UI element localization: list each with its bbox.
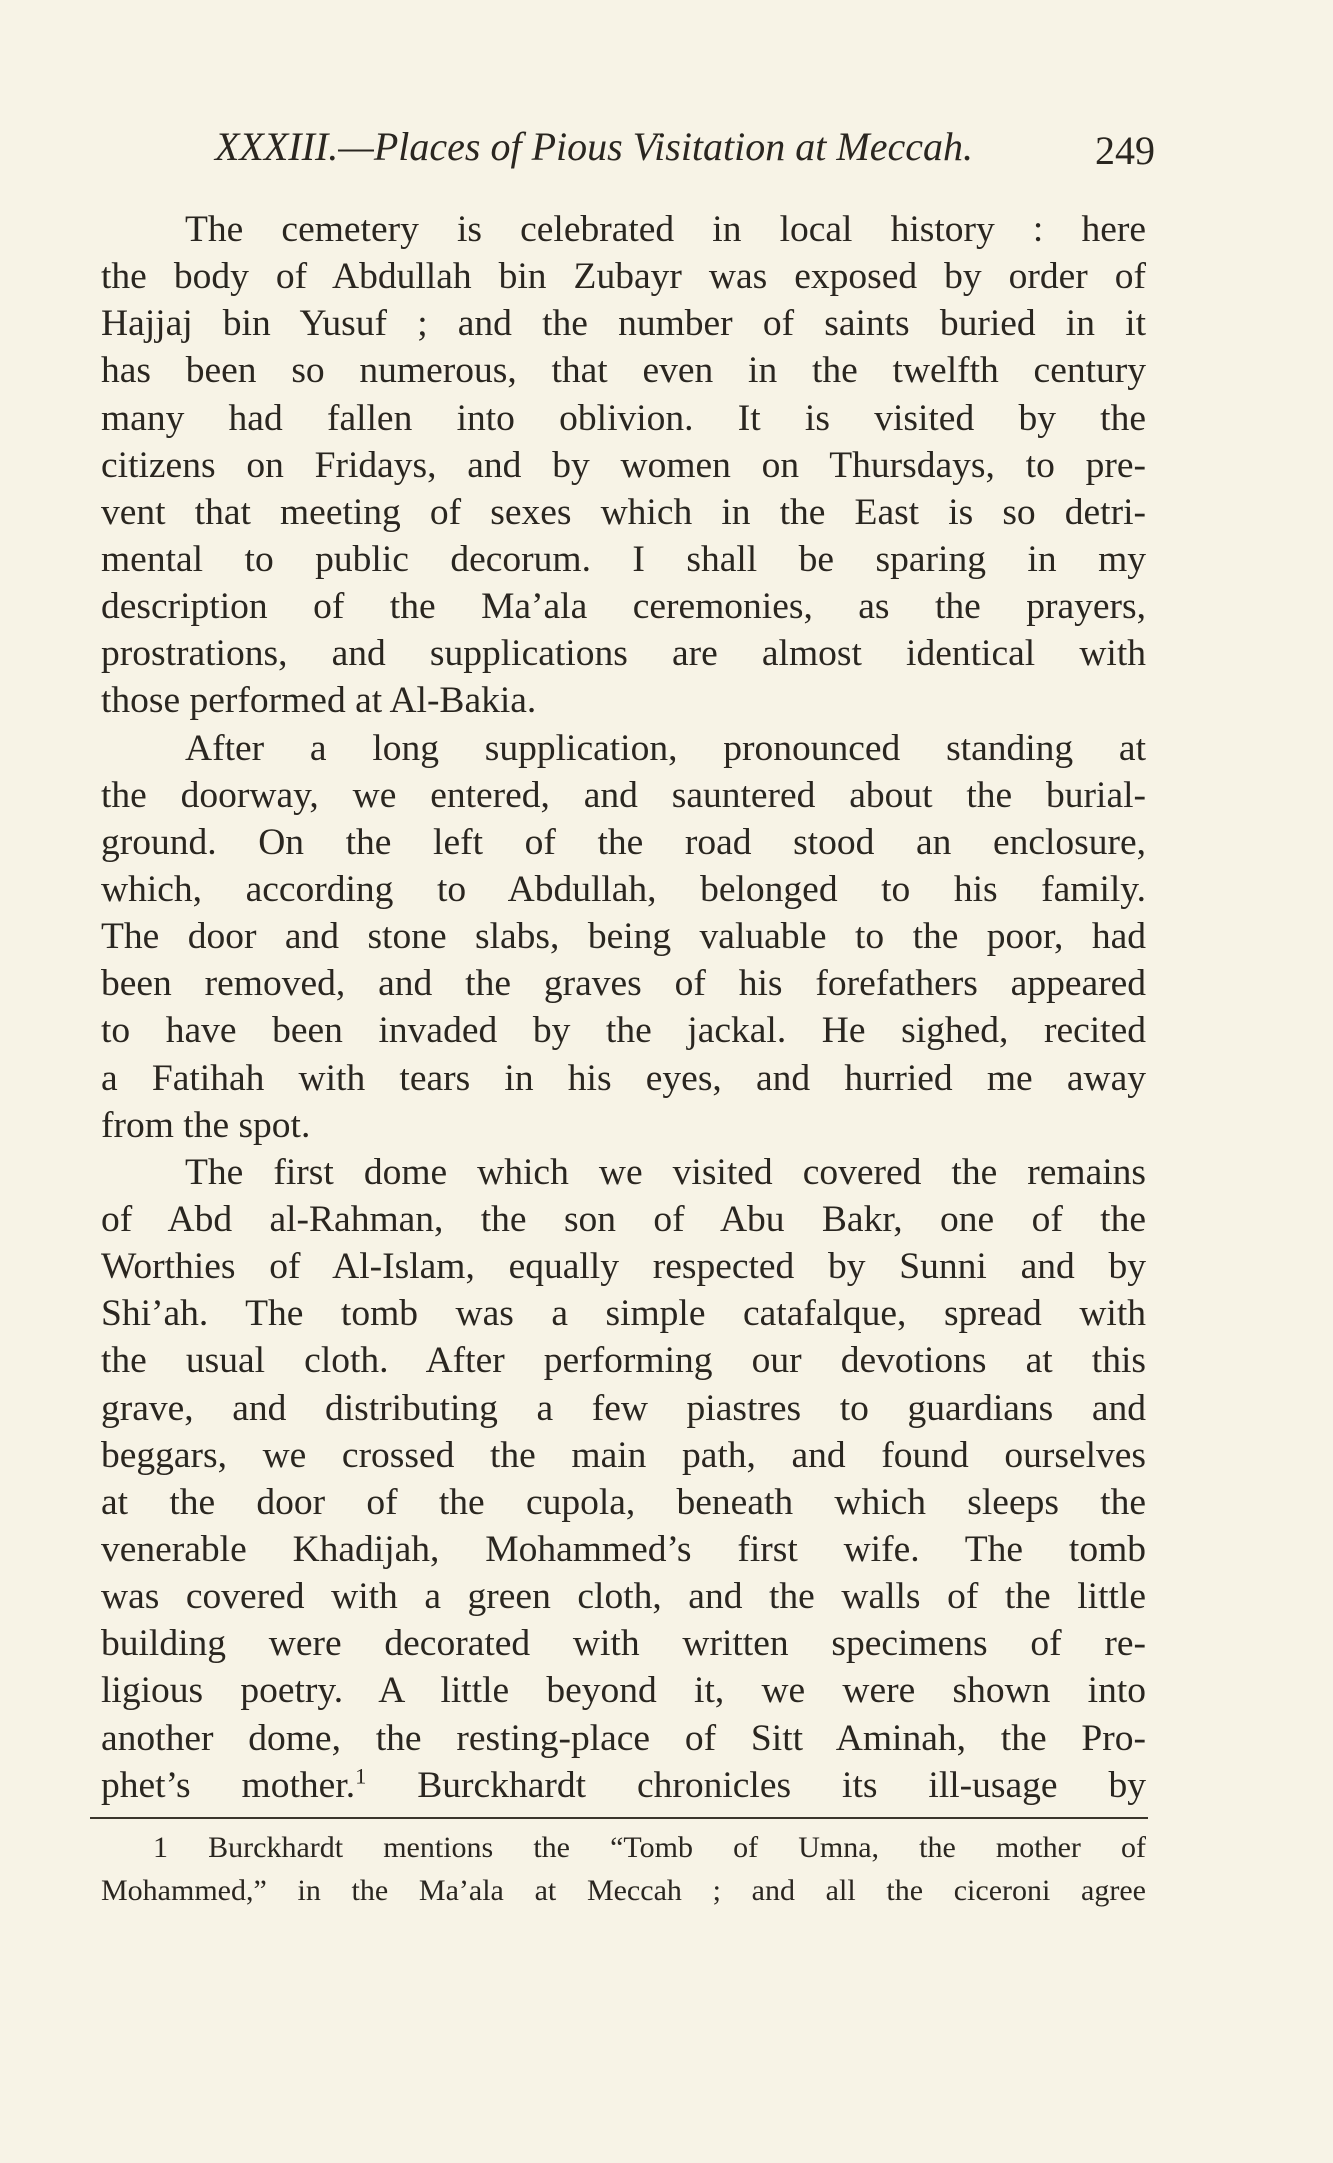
text-line: the usual cloth. After performing our devotions at this [101,1340,1146,1382]
running-title: XXXIII.—Places of Pious Visitation at Meccah. [215,124,973,169]
text-line: prostrations, and supplications are almost identical with [101,633,1146,675]
text-line: vent that meeting of sexes which in the East is so detri- [101,491,1146,533]
text-line: those performed at Al-Bakia. [101,680,537,722]
text-line: a Fatihah with tears in his eyes, and hurried me away [101,1057,1146,1099]
text-line: of Abd al-Rahman, the son of Abu Bakr, one of the [101,1198,1146,1240]
text-line: the doorway, we entered, and sauntered about the burial- [101,774,1146,816]
text-line: the body of Abdullah bin Zubayr was exposed by order of [101,256,1146,298]
text-line: from the spot. [101,1104,311,1146]
footnote-divider [90,1817,1148,1819]
body-text [101,206,1146,1809]
footnote-reference: 1 [355,1763,367,1789]
text-line: The cemetery is celebrated in local history : here [185,209,1146,250]
text-line: been removed, and the graves of his forefathers appeared [101,963,1146,1005]
page-number: 249 [1095,128,1155,173]
text-line: building were decorated with written specimens of re- [101,1623,1146,1665]
text-line: at the door of the cupola, beneath which sleeps the [101,1481,1146,1523]
text-line: has been so numerous, that even in the twelfth century [101,350,1146,392]
text-line: grave, and distributing a few piastres to guardians and [101,1387,1146,1429]
text-line: beggars, we crossed the main path, and found ourselves [101,1434,1146,1476]
text-line: ground. On the left of the road stood an enclosure, [101,821,1146,863]
text-fragment: Burckhardt chronicles its ill-usage by [417,1764,1147,1806]
text-line: citizens on Fridays, and by women on Thursdays, to pre- [101,444,1146,486]
footnote-text: Burckhardt mentions the “Tomb of Umna, the mother of [208,1831,1147,1864]
text-line: description of the Ma’ala ceremonies, as the prayers, [101,586,1146,628]
footnote-line: Mohammed,” in the Ma’ala at Meccah ; and all the ciceroni agree [101,1874,1146,1907]
text-fragment: phet’s mother. [101,1764,356,1806]
text-line: Worthies of Al-Islam, equally respected by Sunni and by [101,1246,1146,1288]
text-line: to have been invaded by the jackal. He sighed, recited [101,1010,1146,1052]
text-line: another dome, the resting-place of Sitt Aminah, the Pro- [101,1717,1146,1759]
text-line: After a long supplication, pronounced standing at [185,727,1146,769]
text-line-with-footnote-ref [101,1762,1146,1809]
text-line: The first dome which we visited covered the remains [185,1151,1146,1193]
text-line: many had fallen into oblivion. It is visited by the [101,397,1146,439]
footnote-number: 1 [153,1831,168,1864]
text-line: venerable Khadijah, Mohammed’s first wife. The tomb [101,1528,1146,1570]
footnotes [101,1826,1146,1912]
text-line: The door and stone slabs, being valuable to the poor, had [101,916,1146,958]
running-head [215,122,1155,172]
text-line: mental to public decorum. I shall be sparing in my [101,538,1146,580]
text-line: was covered with a green cloth, and the walls of the little [101,1576,1146,1618]
text-line: which, according to Abdullah, belonged to his family. [101,868,1146,910]
text-line: Shi’ah. The tomb was a simple catafalque, spread with [101,1293,1146,1335]
text-line: ligious poetry. A little beyond it, we were shown into [101,1670,1146,1712]
text-line: Hajjaj bin Yusuf ; and the number of saints buried in it [101,303,1146,345]
footnote-line [101,1826,1146,1869]
